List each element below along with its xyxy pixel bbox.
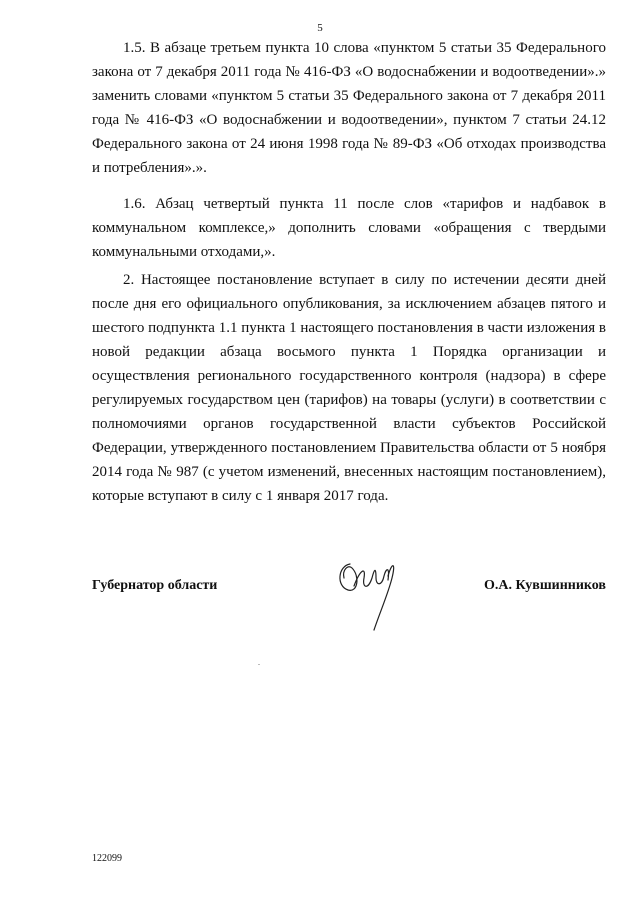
document-body — [92, 36, 606, 508]
paragraph-1-6: 1.6. Абзац четвертый пункта 11 после слов «тарифов и надбавок в коммунальном комплексе,» дополнить словами «обращения с твердыми коммунальными отходами,». — [92, 196, 606, 260]
paragraph-1-5: 1.5. В абзаце третьем пункта 10 слова «пунктом 5 статьи 35 Федерального закона от 7 декабря 2011 года № 416-ФЗ «О водоснабжении и водоотведении».» заменить словами «пунктом 5 статьи 35 Федерального закона от 7 декабря 2011 года № 416-ФЗ «О водоснабжении и водоотведении», пунктом 7 статьи 24.12 Федерального закона от 24 июня 1998 года № 89-ФЗ «Об отходах производства и потребления».». — [92, 40, 606, 176]
document-code: 122099 — [92, 853, 122, 864]
page-number: 5 — [317, 22, 323, 34]
paragraph-2: 2. Настоящее постановление вступает в силу по истечении десяти дней после дня его официального опубликования, за исключением абзацев пятого и шестого подпункта 1.1 пункта 1 настоящего постановления в части изложения в новой редакции абзаца восьмого пункта 1 Порядка организации и осуществления регионального государственного контроля (надзора) в сфере регулируемых государством цен (тарифов) на товары (услуги) в соответствии с полномочиями органов государственной власти субъектов Российской Федерации, утвержденного постановлением Правительства области от 5 ноября 2014 года № 987 (с учетом изменений, внесенных настоящим постановлением), которые вступают в силу с 1 января 2017 года. — [92, 272, 606, 504]
signatory-name: О.А. Кувшинников — [483, 578, 606, 593]
handwritten-signature — [330, 556, 410, 634]
scan-speck — [258, 664, 260, 665]
signatory-title: Губернатор области — [92, 578, 218, 593]
